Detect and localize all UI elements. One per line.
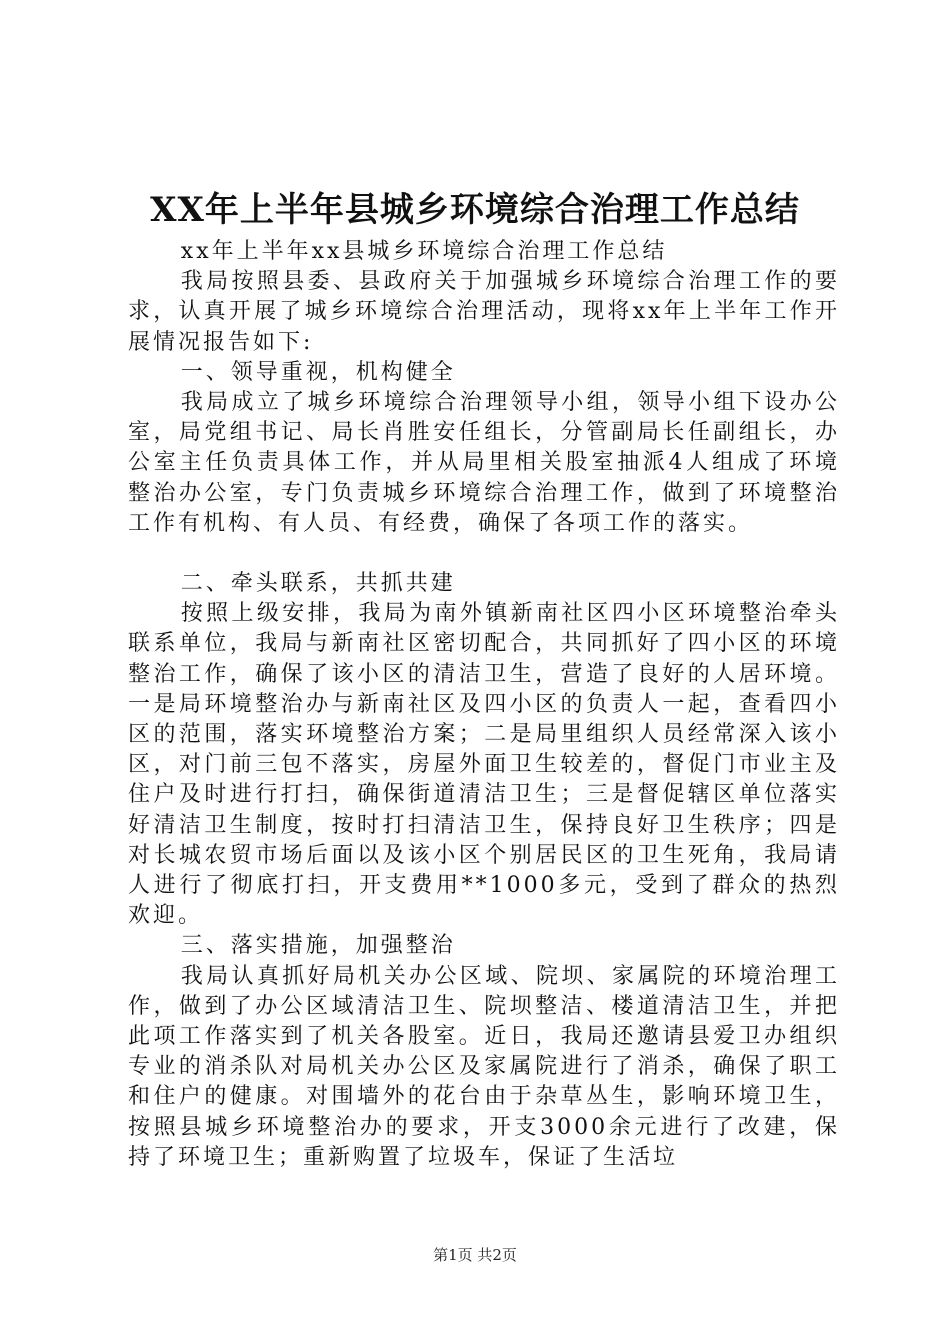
page-number-footer: 第1页 共2页 (433, 1246, 517, 1264)
intro-paragraph: 我局按照县委、县政府关于加强城乡环境综合治理工作的要求，认真开展了城乡环境综合治理活动，现将xx年上半年工作开展情况报告如下: (128, 269, 840, 355)
section2-paragraph: 按照上级安排，我局为南外镇新南社区四小区环境整治牵头联系单位，我局与新南社区密切配合，共同抓好了四小区的环境整治工作，确保了该小区的清洁卫生，营造了良好的人居环境。一是局环境整治办与新南社区及四小区的负责人一起，查看四小区的范围，落实环境整治方案；二是局里组织人员经常深入该小区，对门前三包不落实，房屋外面卫生较差的，督促门市业主及住户及时进行打扫，确保街道清洁卫生；三是督促辖区单位落实好清洁卫生制度，按时打扫清洁卫生，保持良好卫生秩序；四是对长城农贸市场后面以及该小区个别居民区的卫生死角，我局请人进行了彻底打扫，开支费用**1000多元，受到了群众的热烈欢迎。 (128, 601, 840, 929)
document-title: XX年上半年县城乡环境综合治理工作总结 (150, 190, 800, 230)
paragraph-gap (128, 539, 840, 569)
section1-heading: 一、领导重视，机构健全 (180, 359, 456, 385)
section3-paragraph: 我局认真抓好局机关办公区域、院坝、家属院的环境治理工作，做到了办公区域清洁卫生、院坝整洁、楼道清洁卫生，并把此项工作落实到了机关各股室。近日，我局还邀请县爱卫办组织专业的消杀队对局机关办公区及家属院进行了消杀，确保了职工和住户的健康。对围墙外的花台由于杂草丛生，影响环境卫生，按照县城乡环境整治办的要求，开支3000余元进行了改建，保持了环境卫生；重新购置了垃圾车，保证了生活垃 (128, 963, 840, 1170)
section3-heading: 三、落实措施，加强整治 (180, 933, 456, 959)
section2-heading: 二、牵头联系，共抓共建 (180, 571, 456, 597)
document-subtitle: xx年上半年xx县城乡环境综合治理工作总结 (180, 239, 668, 264)
section1-paragraph: 我局成立了城乡环境综合治理领导小组，领导小组下设办公室，局党组书记、局长肖胜安任组长，分管副局长任副组长，办公室主任负责具体工作，并从局里相关股室抽派4人组成了环境整治办公室，专门负责城乡环境综合治理工作，做到了环境整治工作有机构、有人员、有经费，确保了各项工作的落实。 (128, 390, 840, 536)
document-body (128, 237, 840, 1173)
